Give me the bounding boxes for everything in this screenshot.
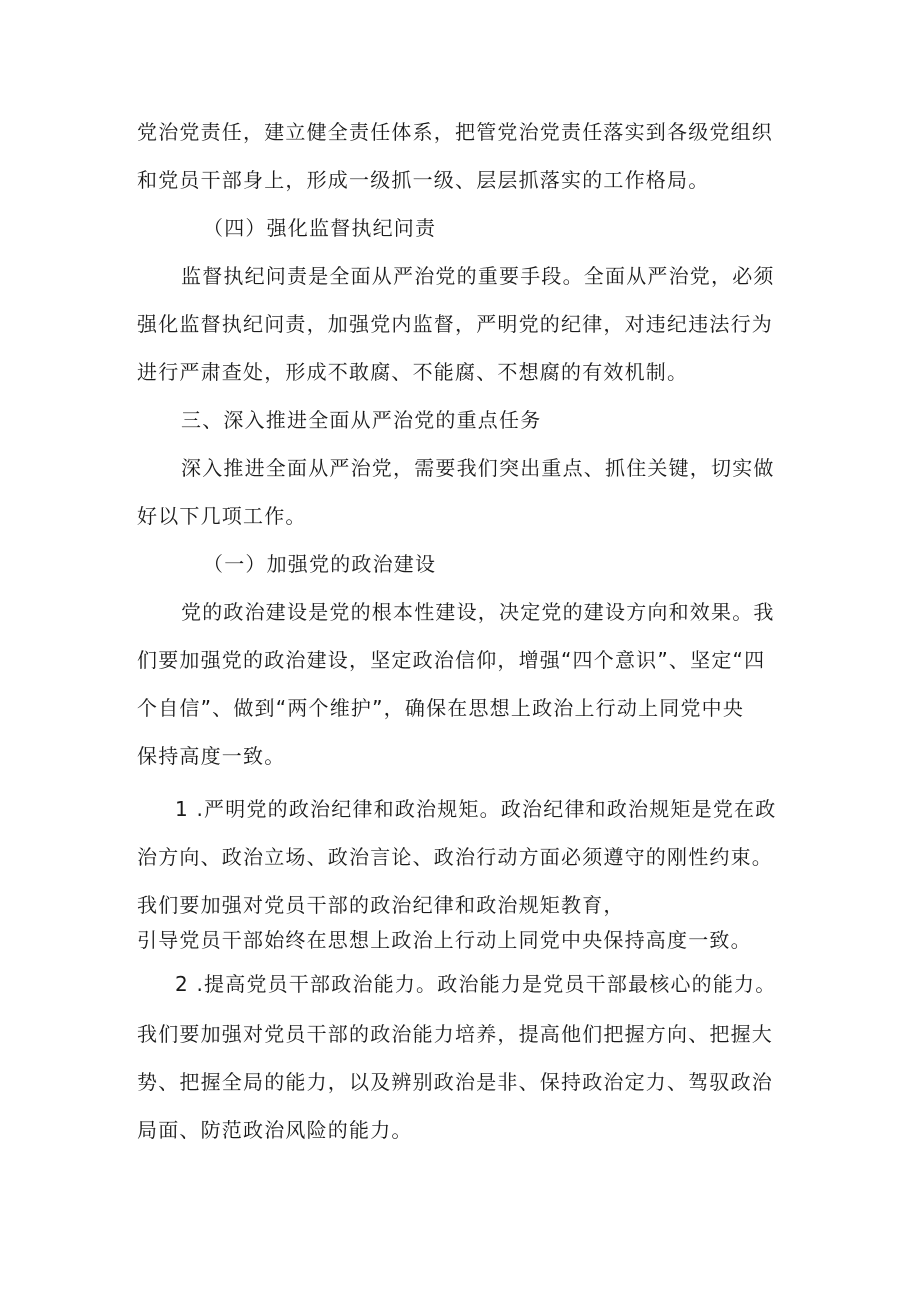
body-text-line: 和党员干部身上，形成一级抓一级、层层抓落实的工作格局。: [137, 168, 710, 192]
body-text-line: 势、把握全局的能力，以及辨别政治是非、保持政治定力、驾驭政治: [137, 1070, 773, 1094]
numbered-item: 1 .严明党的政治纪律和政治规矩。政治纪律和政治规矩是党在政: [175, 797, 777, 821]
body-text-line: 强化监督执纪问责，加强党内监督，严明党的纪律，对违纪违法行为: [137, 312, 773, 336]
chapter-heading: 三、深入推进全面从严治党的重点任务: [181, 408, 542, 432]
body-text-line: 好以下几项工作。: [137, 504, 307, 528]
body-text-line: 引导党员干部始终在思想上政治上行动上同党中央保持高度一致。: [137, 928, 752, 952]
body-text-line: 保持高度一致。: [137, 744, 286, 768]
section-heading: （四）强化监督执纪问责: [203, 216, 437, 240]
body-text-line: 个自信”、做到“两个维护”，确保在思想上政治上行动上同党中央: [137, 696, 745, 720]
section-heading: （一）加强党的政治建设: [203, 552, 437, 576]
body-text-line: 党治党责任，建立健全责任体系，把管党治党责任落实到各级党组织: [137, 120, 773, 144]
numbered-item: 2 .提高党员干部政治能力。政治能力是党员干部最核心的能力。: [175, 972, 777, 996]
body-text-line: 监督执纪问责是全面从严治党的重要手段。全面从严治党，必须: [181, 264, 775, 288]
body-text-line: 进行严肃查处，形成不敢腐、不能腐、不想腐的有效机制。: [137, 360, 689, 384]
body-text-line: 深入推进全面从严治党，需要我们突出重点、抓住关键，切实做: [181, 456, 775, 480]
body-text-line: 治方向、政治立场、政治言论、政治行动方面必须遵守的刚性约束。: [137, 845, 773, 869]
body-text-line: 们要加强党的政治建设，坚定政治信仰，增强“四个意识”、坚定“四: [137, 648, 766, 672]
body-text-line: 我们要加强对党员干部的政治能力培养，提高他们把握方向、把握大: [137, 1022, 773, 1046]
body-text-line: 局面、防范政治风险的能力。: [137, 1118, 413, 1142]
body-text-line: 我们要加强对党员干部的政治纪律和政治规矩教育，: [137, 893, 625, 917]
body-text-line: 党的政治建设是党的根本性建设，决定党的建设方向和效果。我: [181, 600, 775, 624]
